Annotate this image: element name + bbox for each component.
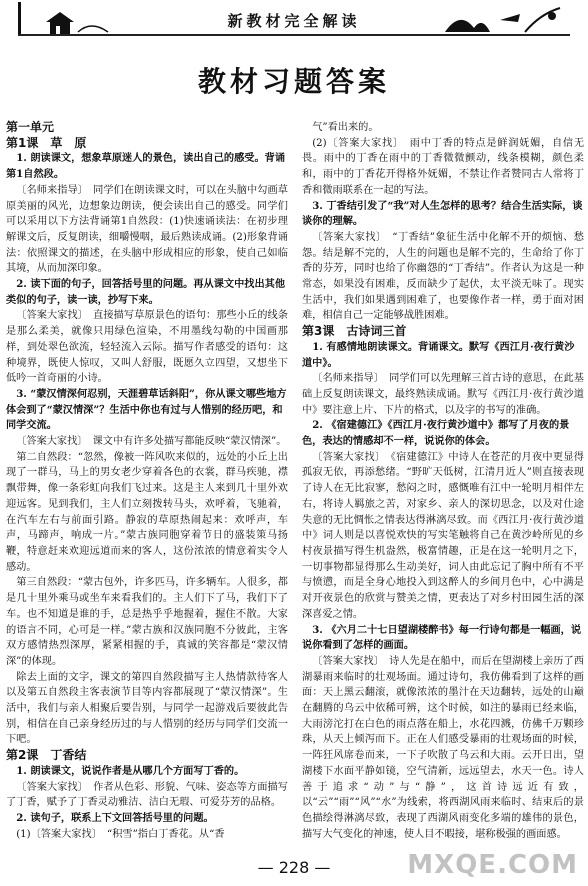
header-rule: [18, 34, 570, 36]
answer-paragraph: 气”看出来的。: [312, 122, 379, 133]
question-text: 3. “蒙汉情深何忍别，天涯碧草话斜阳”，你从课文哪些地方体会到了“蒙汉情深”？生活中你也有过与人惜别的经历吧，和同学交流。: [6, 387, 287, 432]
question-text: 2. 读句子，联系上下文回答括号里的问题。: [16, 811, 214, 824]
answer-paragraph: 〔名师来指导〕 同学们在朗读课文时，可以在头脑中勾画草原美丽的风光，边想象边朗读，便会读出自己的感受。同学们可以采用以下方法背诵第1自然段：(1)快速诵读法：在初步理解课文后，反复朗读，细嚼慢咽，最后熟读成诵。(2)形象背诵法：依照课文的描述，在头脑中形成相应的形象，使自己如临其境，从而加深印象。: [6, 184, 288, 275]
question-text: 3. 《六月二十七日望湖楼醉书》每一行诗句都是一幅画，说说你看到了怎样的画面。: [302, 623, 582, 652]
answer-paragraph: 〔答案大家找〕 “丁香结”象征生活中化解不开的烦恼、愁怨。结是解不完的，人生的问题也是解不完的，生命给了你丁香的芬芳，同时也给了你幽怨的“丁香结”。作者认为这是一种常态，如果没有困难，反而缺少了起伏，太平淡无味了。现实生活中，我们如果遇到困难了，也要像作者一样，勇于面对困难，相信自己一定能够战胜困难。: [302, 231, 584, 322]
question-text: 1. 有感情地朗读课文。背诵课文。默写《西江月·夜行黄沙道中》。: [302, 340, 575, 369]
answer-paragraph: (2)〔答案大家找〕 雨中丁香的特点是鲜润妩媚，自信无畏。雨中的丁香在雨中的丁香微微颤动，线条模糊，颜色柔和，雨中的丁香花开得格外妩媚，不禁让作者赞同古人常将丁香和微雨联系在一起的写法。: [302, 137, 584, 196]
answer-paragraph: 〔答案大家找〕 课文中有许多处描写都能反映“蒙汉情深”。: [16, 436, 287, 448]
question-text: 1. 朗读课文，说说作者是从哪几个方面写丁香的。: [16, 764, 245, 777]
series-title: 新教材完全解读: [227, 12, 361, 30]
bird-branch-decoration-icon: [440, 2, 570, 36]
question-text: 2. 读下面的句子，回答括号里的问题。再从课文中找出其他类似的句子，读一读，抄写下来。: [6, 278, 286, 306]
lesson-heading: 第3课 古诗词三首: [302, 324, 407, 339]
unit-heading: 第一单元: [6, 120, 55, 134]
answer-paragraph: 〔答案大家找〕 《宿建德江》中诗人在苍茫的月夜中更显得孤寂无依，再添愁绪。“野旷天低树，江清月近人”则直接表现了诗人在无比寂寥，愁闷之时，感慨唯有江中一轮明月相伴左右，将诗人羁旅之苦，对家乡、亲人的深切思念，以及对仕途失意的无比惆怅之情表达得淋漓尽致。而《西江月·夜行黄沙道中》词人则是以喜悦欢快的写实笔触将自己在黄沙岭所见的乡村夜景描写得生机盎然，极富情趣，正是在这一轮明月之下，一切事物都显得那么生动美好，词人由此忘记了胸中所有不平与愤懑，而是全身心地投入到这醉人的乡间月色中，心中满是对开夜景色的欣赏与赞美之情，更表达了对乡村田园生活的深深喜爱之情。: [302, 451, 584, 620]
question-text: 3. 丁香结引发了“我”对人生怎样的思考？结合生活实际，谈谈你的理解。: [302, 199, 583, 228]
left-column: [6, 120, 288, 842]
question-text: 2. 《宿建德江》《西江月·夜行黄沙道中》都写了月夜的景色，表达的情感却不一样，说说你的体会。: [302, 419, 570, 448]
answer-paragraph: 〔答案大家找〕 直接描写草原景色的语句：那些小丘的线条是那么柔美，就像只用绿色渲染，不用墨线勾勒的中国画那样，到处翠色欲流，轻轻流入云际。描写作者感受的语句：这种境界，既使人惊叹，又叫人舒服，既愿久立四望，又想坐下低吟一首奇丽的小诗。: [6, 310, 288, 385]
answer-paragraph: 〔答案大家找〕 作者从色彩、形貌、气味、姿态等方面描写了丁香，赋予了丁香灵动雅洁、洁白无瑕、可爱芬芳的品格。: [6, 781, 288, 809]
lesson-heading: 第1课 草 原: [6, 135, 87, 150]
answer-paragraph: (1)〔答案大家找〕 “积雪”指白丁香花。从“香: [16, 828, 225, 840]
watermark: MXQE.COM: [407, 850, 578, 880]
answer-paragraph: 第三自然段：“蒙古包外，许多匹马，许多辆车。人很多，都是几十里外乘马或坐车来看我们的。主人们下了马，我们下了车。也不知道是谁的手，总是热乎乎地握着，握住不散。大家的语言不同，心可是一样。”蒙古族和汉族同胞不分彼此，主客双方感情热烈深厚，紧紧相握的手，真诚的笑容都是“蒙汉情深”的体现。: [6, 577, 288, 667]
answer-paragraph: 〔名师来指导〕 同学们可以先理解三首古诗的意思，在此基础上反复朗读课文，最终熟读成诵。默写《西江月·夜行黄沙道中》要注意上片、下片的格式，以及字的书写的准确。: [302, 373, 584, 416]
lesson-heading: 第2课 丁香结: [6, 748, 87, 763]
page-number: — 228 —: [257, 858, 331, 877]
right-column: [302, 120, 584, 842]
answer-paragraph: 除去上面的文字，课文的第四自然段描写主人热情款待客人以及第五自然段主客表演节目等内容都展现了“蒙汉情深”。生活中，我们与亲人相聚后要告别，与同学一起游戏后要彼此告别，相信在自己亲身经历过的与人惜别的经历与同学们交流一下吧。: [6, 671, 288, 746]
answer-paragraph: 〔答案大家找〕 诗人先是在船中，而后在望湖楼上亲历了西湖暴雨来临时的壮观场面。通过诗句，我仿佛看到了这样的画面：天上黑云翻滚，就像浓浓的墨汁在天边翻转，远处的山巅在翻腾的乌云中依稀可辨，这个时候，如注的暴雨已经来临，大雨滂沱打在白色的雨点落在船上，水花四溅，仿佛千万颗珍珠，从天上倾泻而下。正在人们感受暴雨的壮观场面的时候，一阵狂风席卷而来，一下子吹散了乌云和大雨。云开日出，望湖楼下水面平静如镜，空气清新，远远望去，水天一色。诗人善于追求“动”与“静”，这首诗远近有致，以“云”“雨”“风”“水”为线索，将西湖风雨来临时、结束后的景色描绘得淋漓尽致，表现了西湖风雨变化多端的雄伟的景色，描写大气变化的神速，使人目不暇接，堪称极强的画面感。: [302, 655, 584, 840]
answer-paragraph: 第二自然段：“忽然，像被一阵风吹来似的，远处的小丘上出现了一群马，马上的男女老少穿着各色的衣裳，群马疾驰，襟飘带舞，像一条彩虹向我们飞过来。这是主人来到几十里外欢迎远客。见到我们，主人们立刻拨转马头，欢呼着，飞驰着，在汽车左右与前面引路。静寂的草原热闹起来：欢呼声，车声，马蹄声，响成一片。”蒙古族同胞穿着节日的盛装策马扬鞭，特意赶来欢迎远道而来的客人，这份浓浓的情意着实令人感动。: [6, 451, 288, 573]
page-header: [0, 0, 588, 46]
page-title: 教材习题答案: [197, 65, 390, 98]
question-text: 1. 朗读课文，想象草原迷人的景色，读出自己的感受。背诵第1自然段。: [6, 152, 286, 181]
